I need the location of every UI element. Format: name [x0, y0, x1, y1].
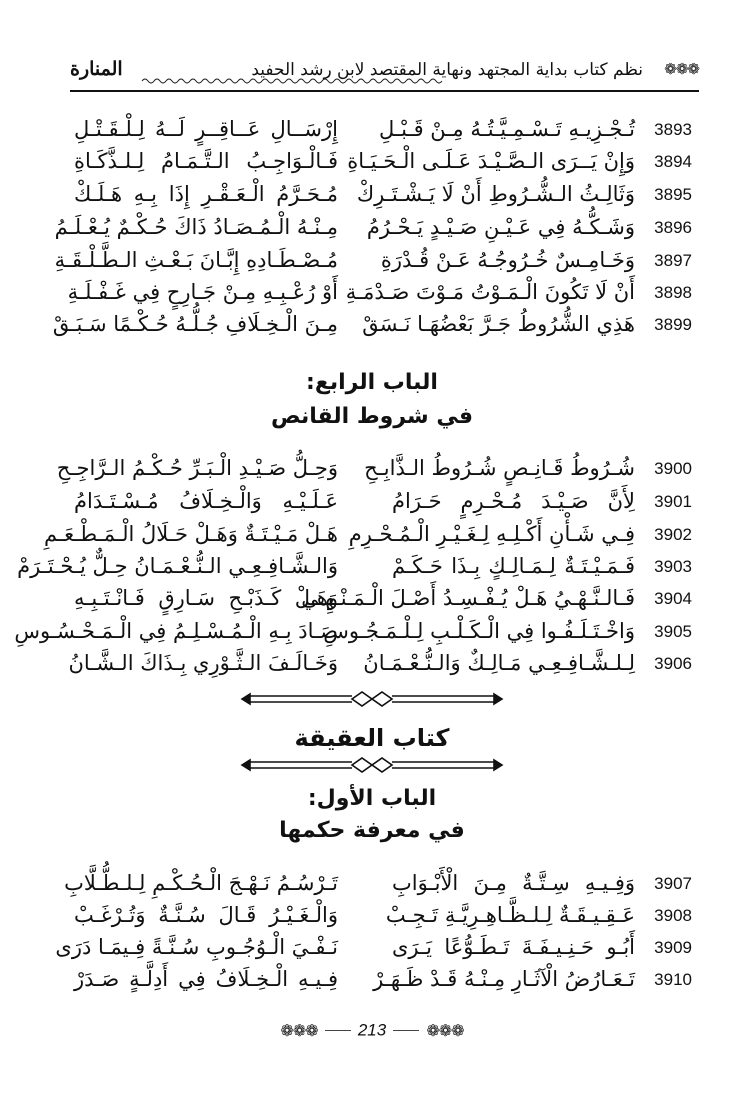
verse-number: 3893	[654, 120, 692, 139]
verse-first-hemistich: لِأَنَّ صَـيْـدَ مُـحْـرِمٍ حَـرَامُ	[392, 489, 635, 513]
verse-second-hemistich: مِـنْـهُ الْـمُـصَـادُ ذَاكَ حُـكْـمٌ يُـعْـلَـمُ	[54, 215, 338, 239]
header-rule	[70, 90, 699, 92]
verse-second-hemistich: وَالـشَّـافِـعِـي الـنُّـعْـمَـانُ حِـلٌّ يُـحْـتَـرَمْ	[17, 554, 338, 578]
header-ornament: ❁❁❁	[664, 60, 699, 78]
verse-second-hemistich: وَحِـلُّ صَـيْـدِ الْـبَـرِّ حُـكْـمُ الـرَّاجِـحِ	[56, 456, 338, 480]
verse-second-hemistich: إِرْسَــالِ عَــاقِــرٍ لَــهُ لِـلْـقَـتْـلِ	[74, 117, 338, 141]
verse-second-hemistich: وَخَـالَـفَ الـثَّـوْرِي بِـذَاكَ الـشَّـانُ	[68, 651, 338, 675]
verse-number: 3895	[654, 185, 692, 204]
footer-ornament-right: ❁❁❁	[426, 1021, 464, 1040]
verse-first-hemistich: لِـلـشَّـافِـعِـي مَـالِـكٌ وَالـنُّـعْـمَـانُ	[363, 651, 635, 675]
verse-number: 3906	[654, 654, 692, 673]
verse-line	[72, 903, 692, 935]
verse-line	[72, 182, 692, 214]
verse-line	[54, 215, 692, 247]
running-title: نظم كتاب بداية المجتهد ونهاية المقتصد لابن رشد الحفيد	[251, 60, 643, 80]
chapter-heading-title: في شروط القانص	[271, 404, 473, 429]
running-header	[70, 58, 699, 92]
verse-line	[17, 554, 692, 586]
verse-number: 3903	[654, 557, 692, 576]
verse-first-hemistich: عَـقِـيـقَـةٌ لِـلـظَّـاهِـرِيَّـةِ تَـجِـبْ	[385, 903, 635, 927]
verse-line	[72, 117, 692, 149]
verse-second-hemistich: مُـحَـرَّمُ الْـعَـقْـرِ إِذَا بِـهِ هَـلَـكْ	[74, 182, 338, 206]
verse-first-hemistich: وَفِـيـهِ سِـتَّـةٌ مِـنَ الْأَبْـوَابِ	[392, 871, 635, 895]
verse-line	[72, 489, 692, 521]
verse-second-hemistich: عَـلَـيْـهِ وَالْـخِـلَافُ مُـسْـتَـدَامُ	[74, 489, 338, 513]
verse-number: 3910	[654, 970, 692, 989]
verse-first-hemistich: وَثَالِـثُ الـشُّـرُوطِ أَنْ لَا يَـشْـتَـرِكْ	[356, 182, 635, 206]
verse-number: 3909	[654, 938, 692, 957]
verse-first-hemistich: تَـعَـارُضُ الْآثَـارِ مِـنْـهُ قَـدْ ظَـهَـرْ	[373, 967, 635, 991]
verse-line	[72, 967, 692, 999]
verse-line	[72, 586, 692, 618]
verse-line	[68, 651, 692, 683]
verse-number: 3898	[654, 283, 692, 302]
verse-second-hemistich: مُـصْـطَـادِهِ إِبَّـانَ بَـعْـثِ الـطَّـلْـقَـةِ	[54, 248, 338, 272]
verse-first-hemistich: فَـمَـيْـتَـةٌ لِـمَـالِـكٍ بِـذَا حَـكَـمْ	[392, 554, 635, 578]
verse-line	[52, 312, 692, 344]
verse-second-hemistich: صَـادَ بِـهِ الْـمُـسْـلِـمُ فِي الْـمَـحْـسُـوسِ	[14, 619, 338, 643]
verse-second-hemistich: فَـالْـوَاجِـبُ الـتَّـمَـامُ لِـلـذَّكَـاةِ	[74, 149, 338, 173]
verse-number: 3905	[654, 622, 692, 641]
verse-line	[14, 619, 692, 651]
header-wave-divider	[142, 70, 361, 78]
verse-first-hemistich: وَإِنْ يَــرَى الـصَّـيْـدَ عَـلَـى الْـحَـيَـاةِ	[347, 149, 635, 173]
chapter-heading-title: في معرفة حكمها	[279, 818, 465, 843]
verse-line	[56, 456, 692, 488]
verse-first-hemistich: فَـالـنَّـهْـيُ هَـلْ يُـفْـسِـدُ أَصْـلَ الْـمَـنْـهِـي	[301, 586, 635, 610]
verse-number: 3908	[654, 906, 692, 925]
verse-second-hemistich: أَوْ رُعْـبِـهِ مِـنْ جَـارِحٍ فِي غَـفْـلَـةِ	[67, 280, 338, 304]
verse-number: 3894	[654, 152, 692, 171]
chapter-heading-number: الباب الرابع:	[306, 370, 438, 395]
verse-second-hemistich: فِـيـهِ الْـخِـلَافُ فِي أَدِلَّـةٍ صَـدَرْ	[74, 967, 338, 991]
page-number: 213	[357, 1020, 387, 1040]
verse-number: 3902	[654, 525, 692, 544]
book-title-frame	[240, 686, 504, 776]
verse-first-hemistich: تُـجْـزِيـهِ تَـسْـمِـيَّـتُـهُ مِـنْ قَـبْـلِ	[379, 117, 635, 141]
verse-number: 3896	[654, 218, 692, 237]
verse-line	[55, 935, 692, 967]
verse-second-hemistich: تَـرْسُـمُ نَـهْـجَ الْـحُـكْـمِ لِـلـطُّـلَّابِ	[64, 871, 338, 895]
footer-dash	[325, 1030, 351, 1031]
verse-second-hemistich: مِـنَ الْـخِـلَافِ جُـلُّـهُ حُـكْـمًا سَـبَـقْ	[52, 312, 338, 336]
verse-first-hemistich: أَنْ لَا تَكُونَ الْـمَـوْتُ مَـوْتَ صَـدْمَـةِ	[345, 280, 635, 304]
footer-dash	[393, 1030, 419, 1031]
verse-first-hemistich: أَبُـو حَـنِـيـفَـةَ تَـطَـوُّعًا يَـرَى	[392, 935, 635, 959]
verse-second-hemistich: نَـفْـيَ الْـوُجُـوبِ سُـنَّـةً فِـيمَـا دَرَى	[55, 935, 338, 959]
verse-line	[64, 871, 692, 903]
verse-first-hemistich: شُـرُوطُ قَـانِـصٍ شُـرُوطُ الـذَّابِـحِ	[364, 456, 635, 480]
verse-first-hemistich: وَخَـامِـسٌ خُـرُوجُـهُ عَـنْ قُـدْرَةِ	[380, 248, 635, 272]
verse-first-hemistich: وَاخْـتَـلَـفُـوا فِي الْـكَـلْـبِ لِـلْـمَـجُـوسِ	[323, 619, 635, 643]
verse-number: 3897	[654, 251, 692, 270]
page-footer	[0, 1020, 744, 1041]
verse-first-hemistich: هَذِي الشُّرُوطُ جَـرَّ بَعْضُهَـا نَـسَقْ	[362, 312, 635, 336]
verse-line	[67, 280, 692, 312]
verse-first-hemistich: وَشَـكُّـهُ فِي عَـيْـنِ صَـيْـدٍ يَـحْـرُمُ	[366, 215, 635, 239]
verse-line	[72, 149, 692, 181]
verse-second-hemistich: وَالْـغَـيْـرُ قَـالَ سُـنَّـةٌ وَتُـرْغَـبْ	[74, 903, 338, 927]
chapter-heading-number: الباب الأول:	[307, 786, 437, 811]
verse-number: 3901	[654, 492, 692, 511]
verse-line	[54, 248, 692, 280]
verse-first-hemistich: فِـي شَـأْنِ أَكْـلِـهِ لِـغَـيْـرِ الْـمُـحْـرِمِ	[348, 522, 635, 546]
verse-number: 3900	[654, 459, 692, 478]
verse-second-hemistich: هَـلْ مَـيْـتَـةٌ وَهَـلْ حَـلَالُ الْـمَـطْـعَـمِ	[44, 522, 338, 546]
verse-line	[44, 522, 692, 554]
verse-number: 3899	[654, 315, 692, 334]
book-title: كتاب العقيقة	[294, 724, 450, 752]
footer-ornament-left: ❁❁❁	[280, 1021, 318, 1040]
series-name: المنارة	[70, 58, 123, 80]
verse-number: 3904	[654, 589, 692, 608]
verse-number: 3907	[654, 874, 692, 893]
verse-second-hemistich: وَهَـلْ كَـذَبْـحِ سَـارِقٍ فَـانْـتَـبِـهِ	[74, 586, 338, 610]
